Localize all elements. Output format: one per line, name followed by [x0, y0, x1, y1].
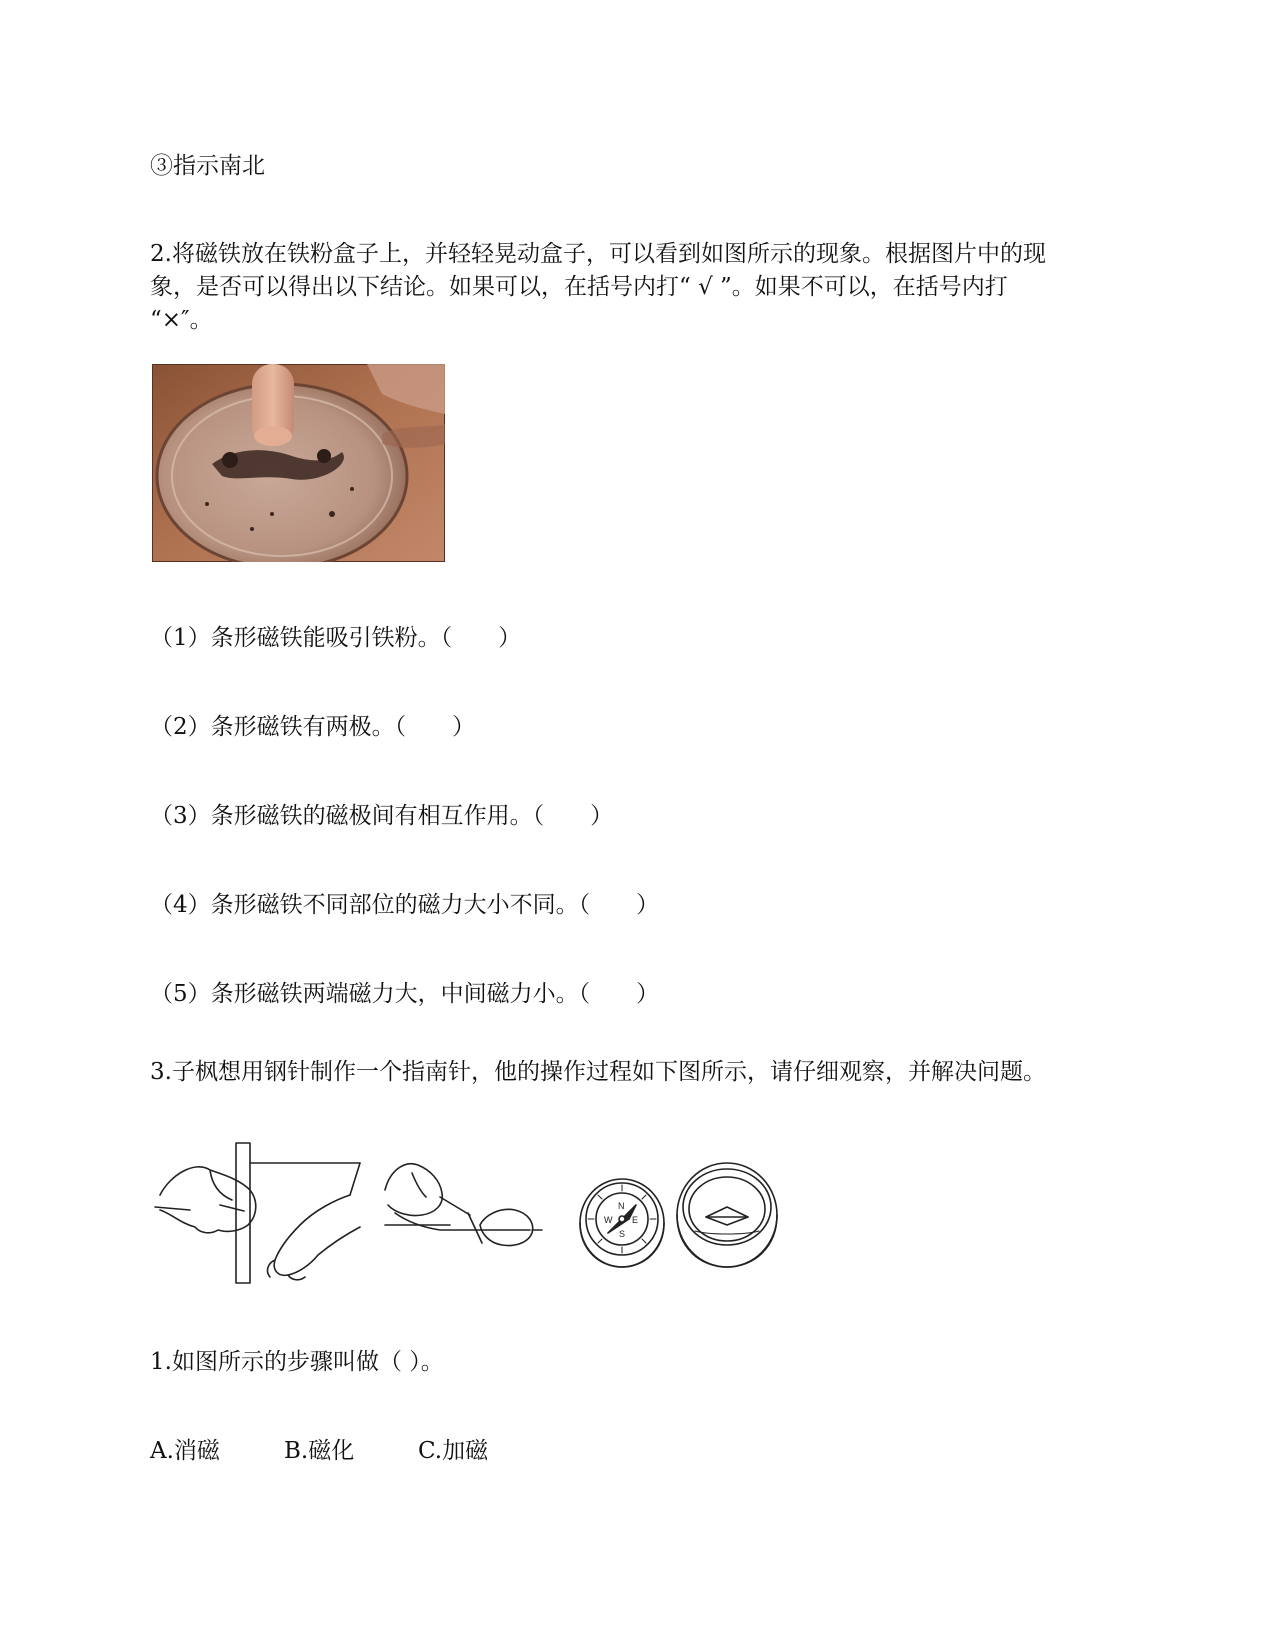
- floating-needle-dish-drawing: [677, 1163, 777, 1267]
- question-2-line-2: 象，是否可以得出以下结论。如果可以，在括号内打“ √ ”。如果不可以，在括号内打: [150, 274, 1008, 300]
- option-c[interactable]: C.加磁: [418, 1438, 489, 1464]
- statement-3: （3）条形磁铁的磁极间有相互作用。（ ）: [150, 803, 614, 829]
- question-3-stem: 3.子枫想用钢针制作一个指南针，他的操作过程如下图所示，请仔细观察，并解决问题。: [150, 1059, 1046, 1085]
- option-a[interactable]: A.消磁: [150, 1438, 220, 1464]
- needle-stroke-drawing: [385, 1164, 542, 1246]
- question-2-stem: [150, 238, 1130, 337]
- stroke-with-magnet-drawing: [155, 1143, 360, 1283]
- iron-filings-photo: [152, 364, 445, 562]
- question-2-line-1: 2.将磁铁放在铁粉盒子上，并轻轻晃动盒子，可以看到如图所示的现象。根据图片中的现: [150, 241, 1046, 267]
- needle-magnetizing-illustration: [150, 1135, 815, 1290]
- statement-5: （5）条形磁铁两端磁力大，中间磁力小。（ ）: [150, 981, 660, 1007]
- option-b[interactable]: B.磁化: [284, 1438, 355, 1464]
- option-3: ③指示南北: [150, 153, 265, 179]
- subquestion-1: 1.如图所示的步骤叫做（ ）。: [150, 1349, 444, 1375]
- statement-1: （1）条形磁铁能吸引铁粉。（ ）: [150, 625, 522, 651]
- statement-4: （4）条形磁铁不同部位的磁力大小不同。（ ）: [150, 892, 660, 918]
- compass-letter-e: E: [632, 1215, 639, 1225]
- question-2-line-3: “×″。: [150, 307, 213, 333]
- compass-drawing: [580, 1179, 664, 1267]
- compass-letter-n: N: [618, 1201, 625, 1211]
- compass-letter-w: W: [604, 1215, 613, 1225]
- compass-letter-s: S: [619, 1229, 626, 1239]
- statement-2: （2）条形磁铁有两极。（ ）: [150, 714, 476, 740]
